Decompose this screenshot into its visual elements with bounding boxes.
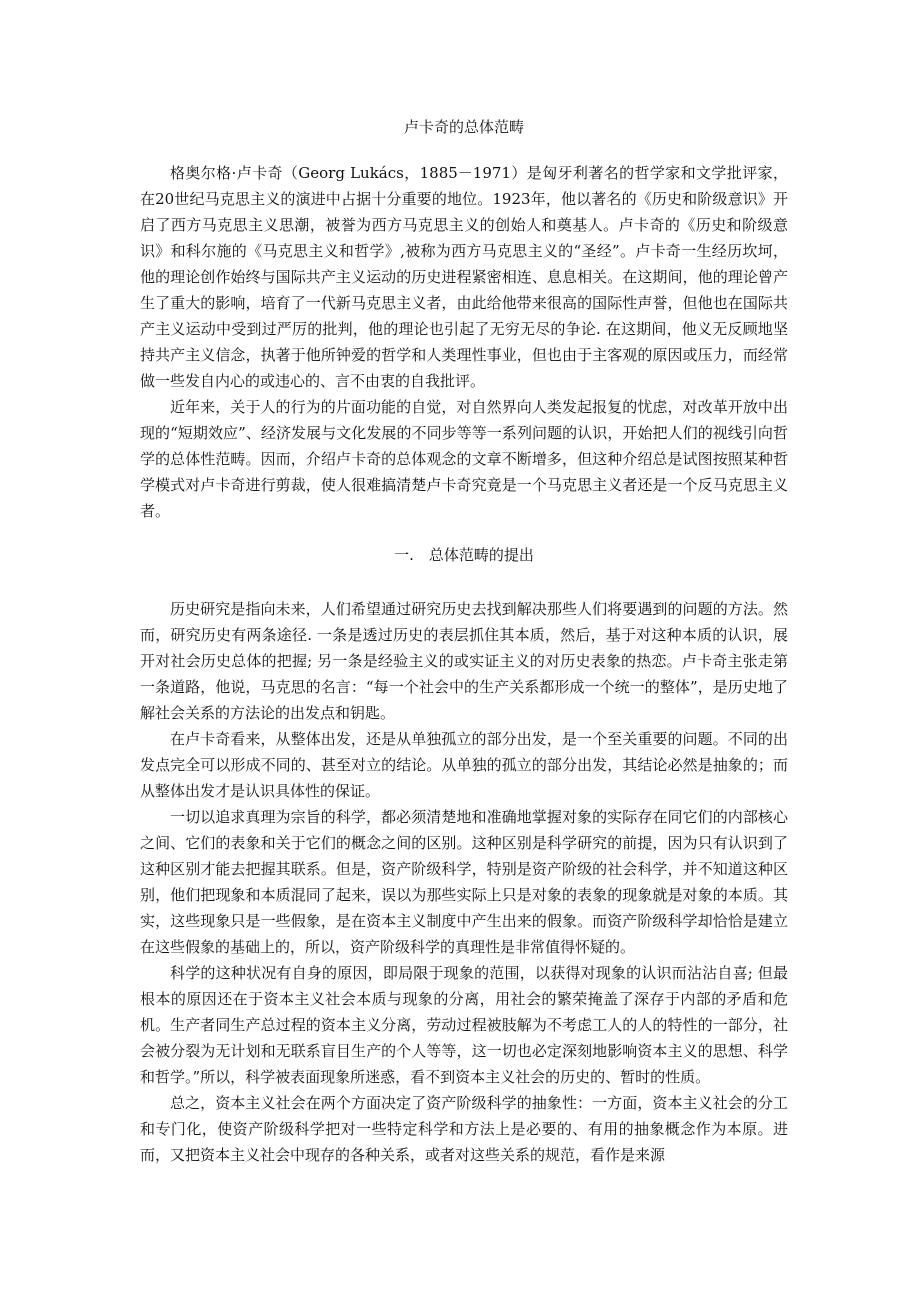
intro-section [140, 160, 788, 524]
section-heading: 一. 总体范畴的提出 [394, 546, 534, 564]
body-paragraph: 在卢卡奇看来，从整体出发，还是从单独孤立的部分出发，是一个至关重要的问题。不同的出发点完全可以形成不同的、甚至对立的结论。从单独的孤立的部分出发，其结论必然是抽象的；而从整体出发才是认识具体性的保证。 [140, 730, 788, 800]
body-paragraph: 总之，资本主义社会在两个方面决定了资产阶级科学的抽象性：一方面，资本主义社会的分工和专门化，使资产阶级科学把对一些特定科学和方法上是必要的、有用的抽象概念作为本原。进而，又把资本主义社会中现存的各种关系，或者对这些关系的规范，看作是来源 [140, 1094, 788, 1164]
intro-paragraph: 近年来，关于人的行为的片面功能的自觉，对自然界向人类发起报复的忧虑，对改革开放中出现的“短期效应”、经济发展与文化发展的不同步等等一系列问题的认识，开始把人们的视线引向哲学的总体性范畴。因而，介绍卢卡奇的总体观念的文章不断增多，但这种介绍总是试图按照某种哲学模式对卢卡奇进行剪裁，使人很难搞清楚卢卡奇究竟是一个马克思主义者还是一个反马克思主义者。 [140, 398, 788, 520]
intro-paragraph: 格奥尔格·卢卡奇（Georg Lukács，1885－1971）是匈牙利著名的哲学家和文学批评家，在20世纪马克思主义的演进中占据十分重要的地位。1923年，他以著名的《历史和阶级意识》开启了西方马克思主义思潮，被誉为西方马克思主义的创始人和奠基人。卢卡奇的《历史和阶级意识》和科尔施的《马克思主义和哲学》,被称为西方马克思主义的“圣经”。卢卡奇一生经历坎坷，他的理论创作始终与国际共产主义运动的历史进程紧密相连、息息相关。在这期间，他的理论曾产生了重大的影响，培育了一代新马克思主义者，由此给他带来很高的国际性声誉，但他也在国际共产主义运动中受到过严厉的批判，他的理论也引起了无穷无尽的争论. 在这期间，他义无反顾地坚持共产主义信念，执著于他所钟爱的哲学和人类理性事业，但也由于主客观的原因或压力，而经常做一些发自内心的或违心的、言不由衷的自我批评。 [140, 164, 788, 390]
body-paragraph: 科学的这种状况有自身的原因，即局限于现象的范围，以获得对现象的认识而沾沾自喜; 但最根本的原因还在于资本主义社会本质与现象的分离，用社会的繁荣掩盖了深存于内部的矛盾和危机。生产者同生产总过程的资本主义分离，劳动过程被肢解为不考虑工人的人的特性的一部分，社会被分裂为无计划和无联系盲目生产的个人等等，这一切也必定深刻地影响资本主义的思想、科学和哲学。”所以，科学被表面现象所迷惑，看不到资本主义社会的历史的、暂时的性质。 [140, 964, 788, 1086]
document-title: 卢卡奇的总体范畴 [403, 118, 524, 136]
body-paragraph: 历史研究是指向未来，人们希望通过研究历史去找到解决那些人们将要遇到的问题的方法。然而，研究历史有两条途径. 一条是透过历史的表层抓住其本质，然后，基于对这种本质的认识，展开对社会历史总体的把握; 另一条是经验主义的或实证主义的对历史表象的热恋。卢卡奇主张走第一条道路，他说，马克思的名言：“每一个社会中的生产关系都形成一个统一的整体”，是历史地了解社会关系的方法论的出发点和钥匙。 [140, 600, 788, 722]
body-paragraph: 一切以追求真理为宗旨的科学，都必须清楚地和准确地掌握对象的实际存在同它们的内部核心之间、它们的表象和关于它们的概念之间的区别。这种区别是科学研究的前提，因为只有认识到了这种区别才能去把握其联系。但是，资产阶级科学，特别是资产阶级的社会科学，并不知道这种区别，他们把现象和本质混同了起来，误以为那些实际上只是对象的表象的现象就是对象的本质。其实，这些现象只是一些假象，是在资本主义制度中产生出来的假象。而资产阶级科学却恰恰是建立在这些假象的基础上的，所以，资产阶级科学的真理性是非常值得怀疑的。 [140, 808, 788, 956]
section-body [140, 596, 788, 1168]
